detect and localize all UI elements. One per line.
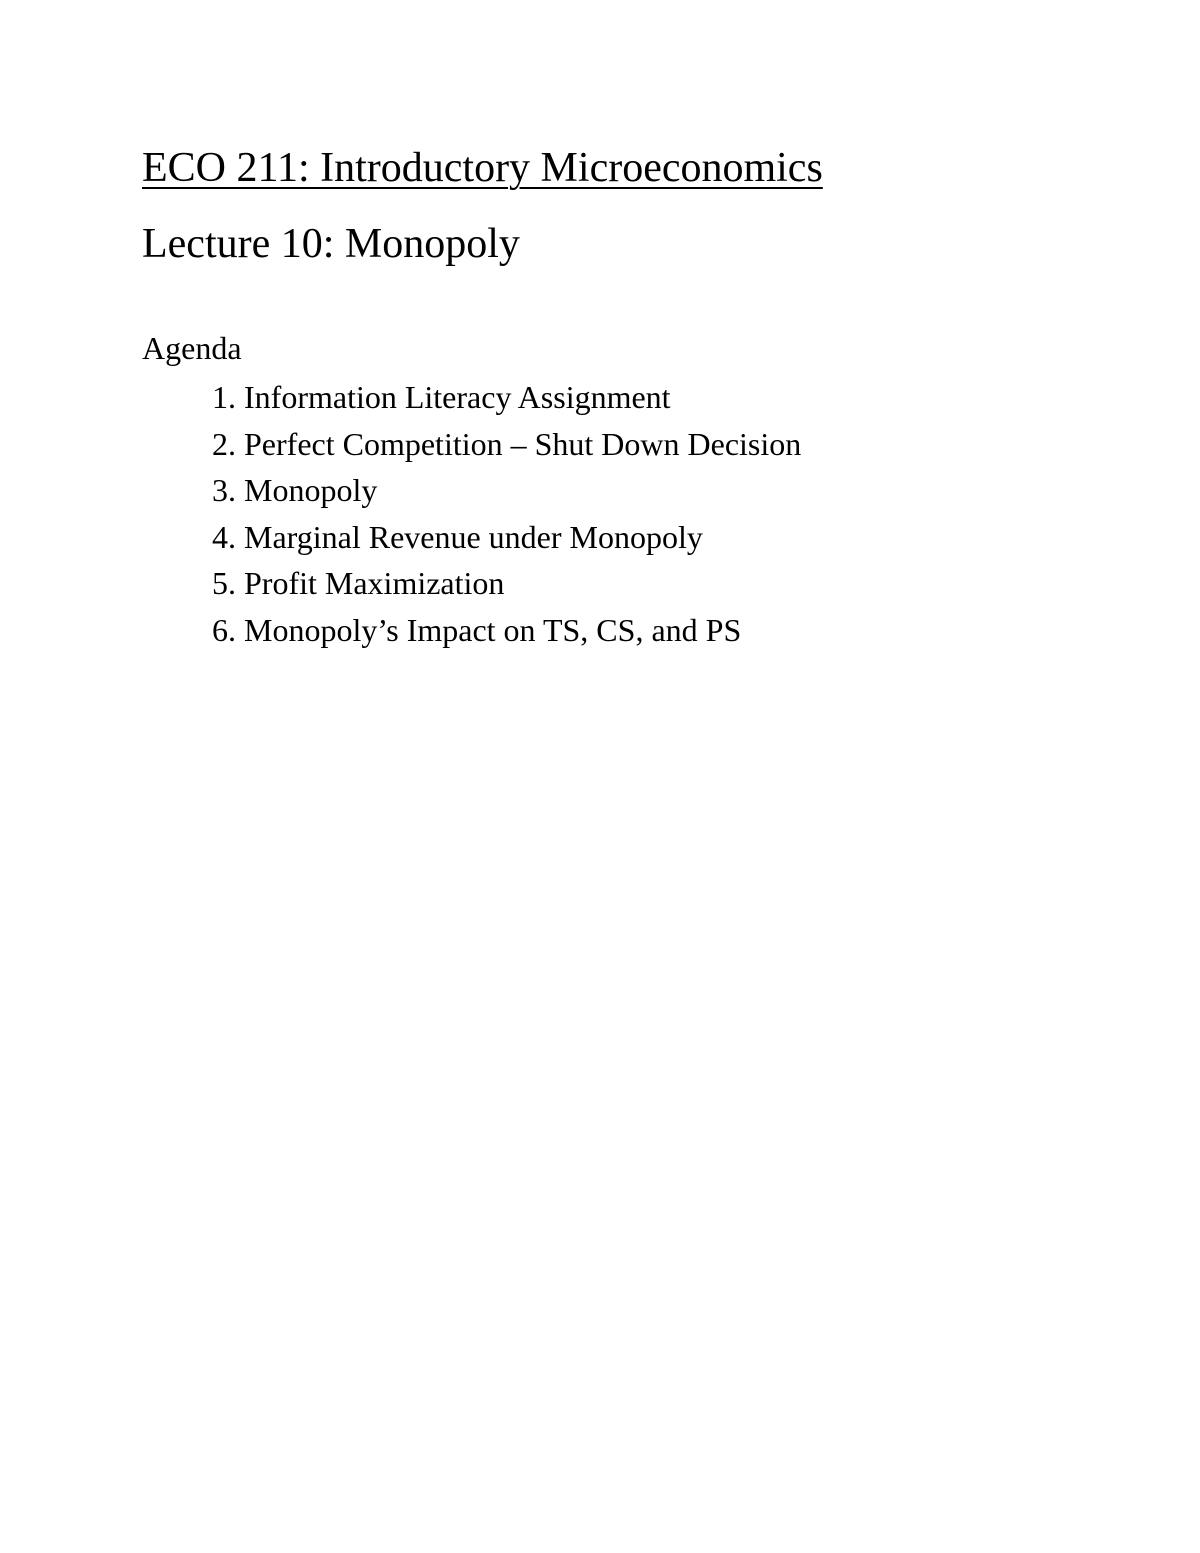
agenda-item-number: 1. [212, 379, 236, 415]
agenda-item [212, 467, 801, 514]
agenda-item-number: 2. [212, 425, 236, 462]
agenda-item-number: 3. [212, 472, 236, 508]
agenda-item-text: Monopoly [244, 472, 378, 508]
agenda-item [212, 514, 801, 561]
agenda-item [212, 374, 801, 421]
agenda-item-text: Perfect Competition – Shut Down Decision [244, 425, 802, 462]
agenda-item-text: Information Literacy Assignment [244, 379, 671, 415]
agenda-list [212, 374, 801, 653]
agenda-item-text: Monopoly’s Impact on TS, CS, and PS [244, 611, 742, 648]
agenda-item [212, 607, 801, 654]
agenda-item [212, 560, 801, 607]
course-title: ECO 211: Introductory Microeconomics [142, 145, 823, 191]
agenda-item [212, 421, 801, 468]
agenda-item-text: Marginal Revenue under Monopoly [244, 518, 703, 555]
agenda-heading: Agenda [142, 330, 242, 366]
agenda-item-number: 4. [212, 518, 236, 555]
agenda-item-number: 5. [212, 565, 236, 601]
lecture-title: Lecture 10: Monopoly [142, 221, 520, 267]
agenda-item-number: 6. [212, 611, 236, 648]
agenda-item-text: Profit Maximization [244, 565, 505, 601]
